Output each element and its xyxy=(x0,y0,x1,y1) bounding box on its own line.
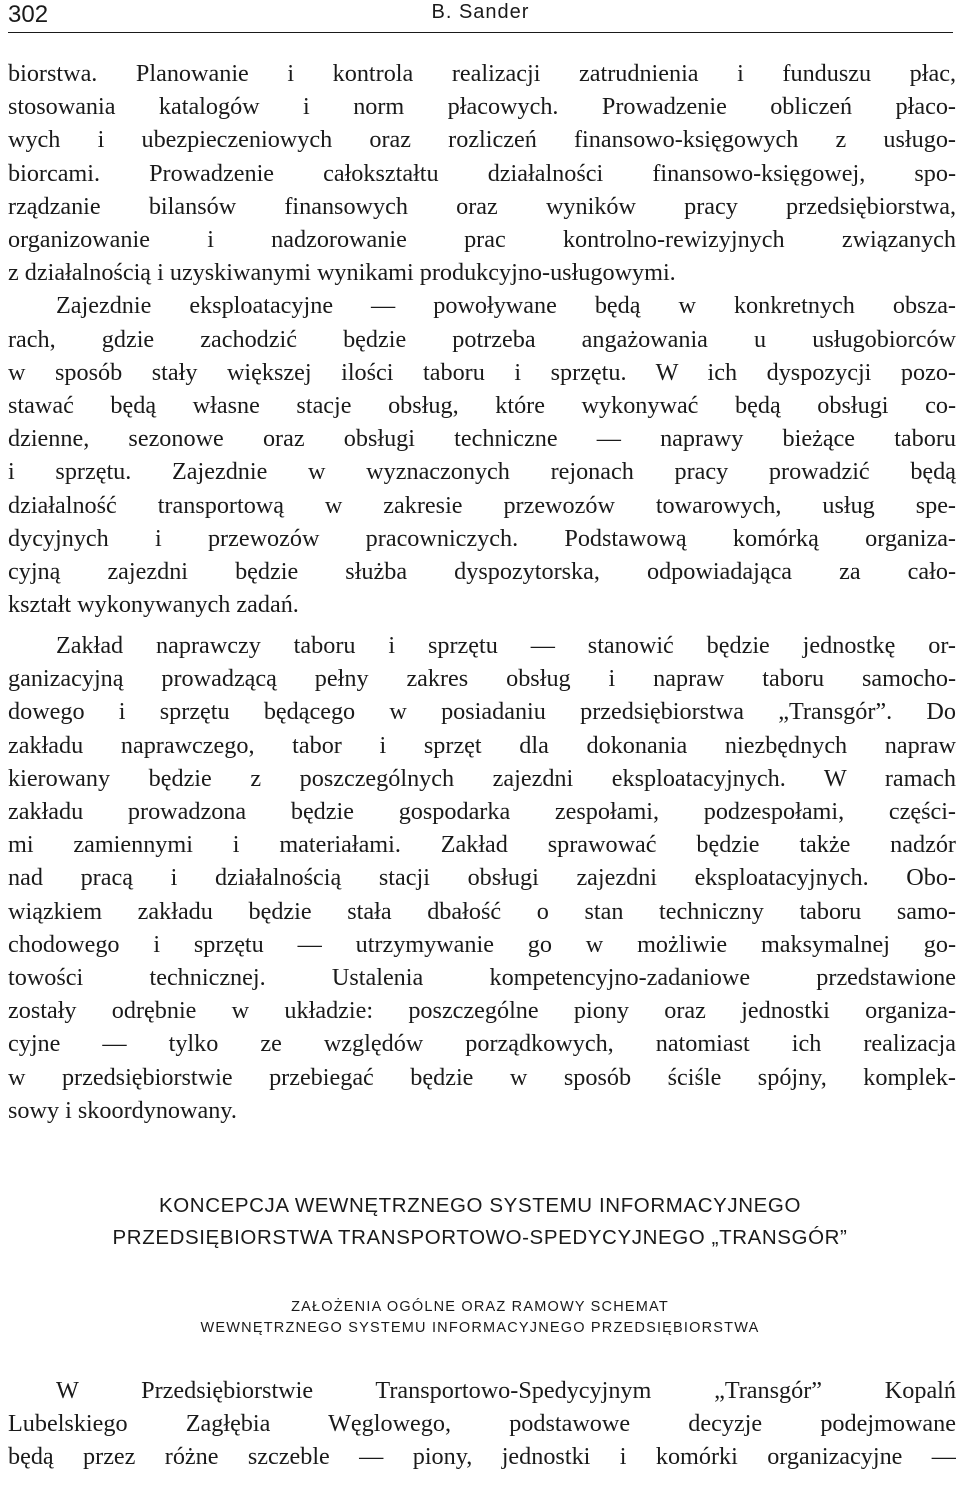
page-header xyxy=(8,0,953,33)
text-line: wiązkiem zakładu będzie stała dbałość o stan techniczny taboru samo- xyxy=(8,897,956,925)
text-line: biorstwa. Planowanie i kontrola realizacji zatrudnienia i funduszu płac, xyxy=(8,60,956,87)
text-line: W Przedsiębiorstwie Transportowo-Spedycyjnym „Transgór” Kopalń xyxy=(56,1377,956,1404)
text-line: dycyjnych i przewozów pracowniczych. Podstawową komórką organiza- xyxy=(8,524,956,552)
text-line: wych i ubezpieczeniowych oraz rozliczeń finansowo-księgowych z usługo- xyxy=(8,126,956,154)
text-line: rządzanie bilansów finansowych oraz wyników pracy przedsiębiorstwa, xyxy=(8,192,956,220)
text-line: zakładu prowadzona będzie gospodarka zespołami, podzespołami, części- xyxy=(8,798,956,826)
text-line: towości technicznej. Ustalenia kompetencyjno-zadaniowe przedstawione xyxy=(8,964,956,992)
section-title-line-1: KONCEPCJA WEWNĘTRZNEGO SYSTEMU INFORMACYJNEGO xyxy=(158,1194,802,1217)
text-line: Zajezdnie eksploatacyjne — powoływane będą w konkretnych obsza- xyxy=(56,292,956,320)
text-line: w sposób stały większej ilości taboru i sprzętu. W ich dyspozycji pozo- xyxy=(8,358,956,386)
text-line: dowego i sprzętu będącego w posiadaniu przedsiębiorstwa „Transgór”. Do xyxy=(8,698,956,726)
text-line: cyjne — tylko ze względów porządkowych, natomiast ich realizacja xyxy=(8,1030,956,1058)
text-line: zostały odrębnie w układzie: poszczególne piony oraz jednostki organiza- xyxy=(8,997,956,1025)
paragraph-employment-and-depots xyxy=(8,57,956,621)
text-line: ganizacyjną prowadzącą pełny zakres obsług i napraw taboru samocho- xyxy=(8,665,956,693)
running-head: B. Sander xyxy=(431,1,530,23)
text-line: i sprzętu. Zajezdnie w wyznaczonych rejonach pracy prowadzić będą xyxy=(8,458,956,486)
text-line: dzienne, sezonowe oraz obsługi techniczne — naprawy bieżące taboru xyxy=(8,425,956,453)
subsection-title-line-1: ZAŁOŻENIA OGÓLNE ORAZ RAMOWY SCHEMAT xyxy=(291,1299,669,1315)
text-line: stawać będą własne stacje obsług, które wykonywać będą obsługi co- xyxy=(8,392,956,420)
text-line: stosowania katalogów i norm płacowych. Prowadzenie obliczeń płaco- xyxy=(8,93,956,121)
paragraph-information-system xyxy=(8,1374,956,1474)
text-line: chodowego i sprzętu — utrzymywanie go w możliwie maksymalnej go- xyxy=(8,930,956,958)
text-line: nad pracą i działalnością stacji obsługi zajezdni eksploatacyjnych. Obo- xyxy=(8,864,956,892)
text-line: kierowany będzie z poszczególnych zajezdni eksploatacyjnych. W ramach xyxy=(8,764,956,792)
text-line: mi zamiennymi i materiałami. Zakład sprawować będzie także nadzór xyxy=(8,831,956,859)
subsection-title-line-2: WEWNĘTRZNEGO SYSTEMU INFORMACYJNEGO PRZEDSIĘBIORSTWA xyxy=(200,1320,760,1336)
text-line: zakładu naprawczego, tabor i sprzęt dla dokonania niezbędnych napraw xyxy=(8,731,956,759)
text-line: w przedsiębiorstwie przebiegać będzie w sposób ściśle spójny, komplek- xyxy=(8,1063,956,1091)
text-line: będą przez różne szczeble — piony, jednostki i komórki organizacyjne — xyxy=(8,1443,956,1471)
text-line: działalność transportową w zakresie przewozów towarowych, usług spe- xyxy=(8,491,956,519)
text-line: biorcami. Prowadzenie całokształtu działalności finansowo-księgowej, spo- xyxy=(8,159,956,187)
text-line: organizowanie i nadzorowanie prac kontrolno-rewizyjnych związanych xyxy=(8,226,956,254)
section-title xyxy=(0,1190,960,1254)
page-number: 302 xyxy=(8,1,49,28)
section-title-line-2: PRZEDSIĘBIORSTWA TRANSPORTOWO-SPEDYCYJNEGO „TRANSGÓR” xyxy=(112,1226,848,1249)
text-line: z działalnością i uzyskiwanymi wynikami produkcyjno-usługowymi. xyxy=(8,259,676,287)
text-line: rach, gdzie zachodzić będzie potrzeba angażowania u usługobiorców xyxy=(8,325,956,353)
text-line: kształt wykonywanych zadań. xyxy=(8,591,299,619)
paragraph-repair-plant xyxy=(8,629,956,1127)
text-line: Lubelskiego Zagłębia Węglowego, podstawowe decyzje podejmowane xyxy=(8,1410,956,1438)
text-line: sowy i skoordynowany. xyxy=(8,1096,237,1124)
text-line: Zakład naprawczy taboru i sprzętu — stanowić będzie jednostkę or- xyxy=(56,632,956,659)
text-line: cyjną zajezdni będzie służba dyspozytorska, odpowiadająca za cało- xyxy=(8,558,956,586)
subsection-title xyxy=(0,1297,960,1339)
